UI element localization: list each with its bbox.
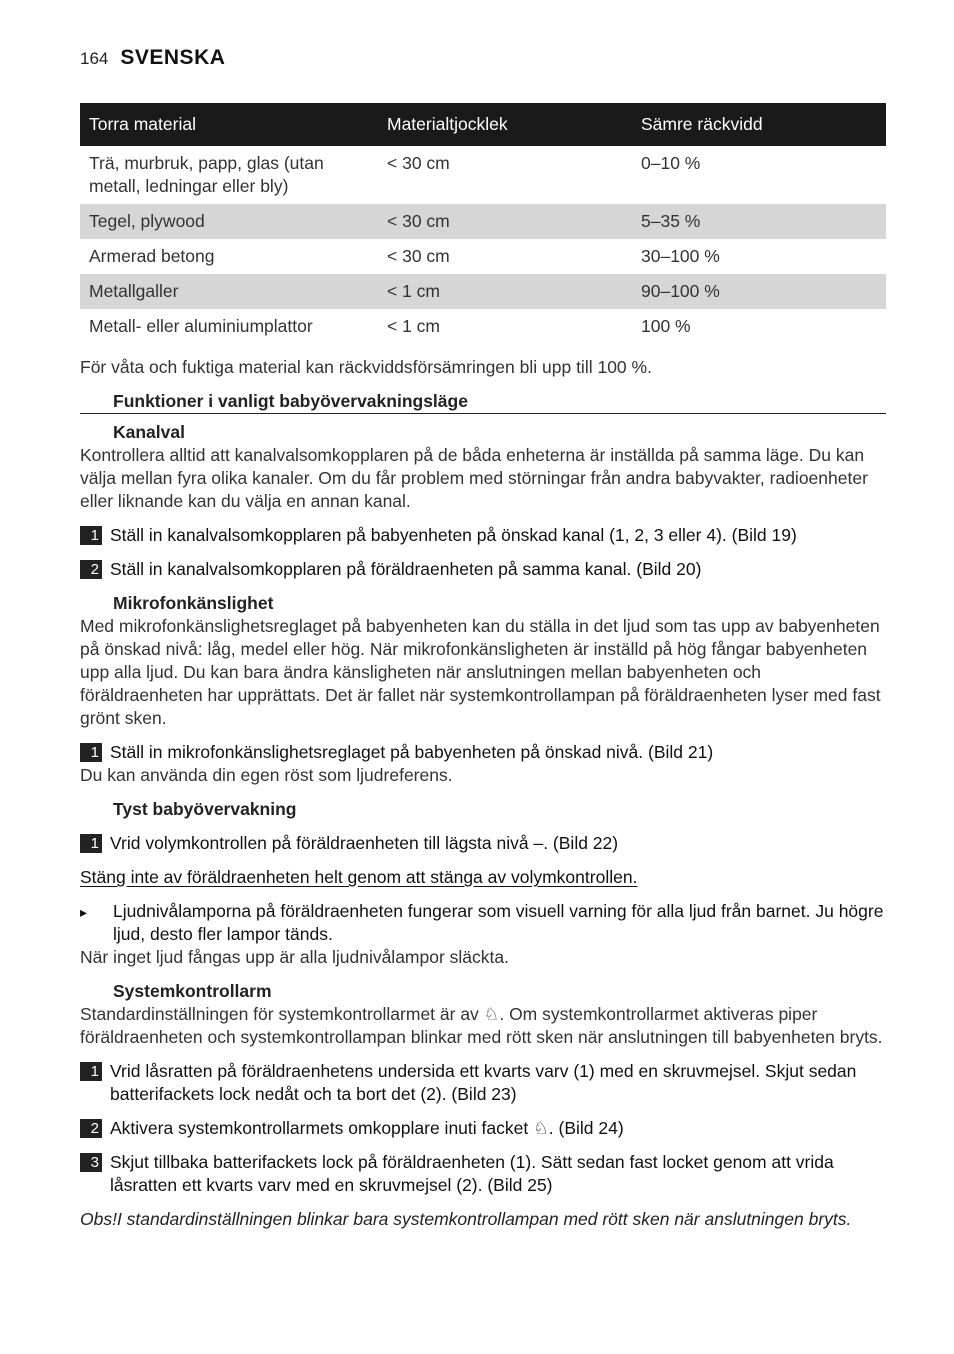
note-text: Obs!I standardinställningen blinkar bara systemkontrollampan med rött sken när anslutningen bryts. bbox=[80, 1209, 852, 1229]
step bbox=[80, 741, 886, 764]
mikrofon-text: Med mikrofonkänslighetsreglaget på babyenheten kan du ställa in det ljud som tas upp av babyenheten på önskad nivå: låg, medel eller hög. När mikrofonkänsligheten är inställd på hög fångar babyenheten upp alla ljud. Du kan bara ändra känsligheten när anslutningen mellan babyenheten och föräldraenheten har upprättats. Det är fallet när systemkontrollampan på föräldraenheten lyser med fast grönt sken. bbox=[80, 616, 881, 728]
table-cell: 5–35 % bbox=[632, 204, 886, 239]
step-text: Vrid låsratten på föräldraenhetens undersida ett kvarts varv (1) med en skruvmejsel. Skjut sedan batterifackets lock nedåt och ta bort det (2). (Bild 23) bbox=[110, 1061, 857, 1104]
kanalval-title: Kanalval bbox=[113, 422, 185, 442]
system-text: Standardinställningen för systemkontrollarmet är av ♘. Om systemkontrollarmet aktiveras piper föräldraenheten och systemkontrollampan blinkar med rött sken när anslutningen till babyenheten bryts. bbox=[80, 1004, 883, 1047]
mikrofon-title: Mikrofonkänslighet bbox=[113, 593, 274, 613]
table-row bbox=[80, 146, 886, 204]
column-header: Sämre räckvidd bbox=[632, 103, 886, 146]
table-row bbox=[80, 239, 886, 274]
tyst-after-text: När inget ljud fångas upp är alla ljudnivålampor släckta. bbox=[80, 947, 509, 967]
step bbox=[80, 1151, 886, 1197]
wet-materials-note: För våta och fuktiga material kan räckviddsförsämringen bli upp till 100 %. bbox=[80, 357, 652, 377]
materials-table bbox=[80, 103, 886, 344]
step-number: 2 bbox=[80, 560, 102, 579]
table-cell: Trä, murbruk, papp, glas (utan metall, ledningar eller bly) bbox=[89, 153, 324, 196]
page-header bbox=[80, 46, 225, 70]
table-cell: 90–100 % bbox=[632, 274, 886, 309]
step-number: 3 bbox=[80, 1153, 102, 1172]
table-cell: < 30 cm bbox=[387, 246, 450, 266]
system-title: Systemkontrollarm bbox=[113, 981, 272, 1001]
step-number: 2 bbox=[80, 1119, 102, 1138]
bullet-item bbox=[80, 900, 886, 946]
step-text: Ställ in kanalvalsomkopplaren på föräldraenheten på samma kanal. (Bild 20) bbox=[110, 559, 702, 579]
tyst-title: Tyst babyövervakning bbox=[113, 799, 297, 819]
table-cell: < 1 cm bbox=[378, 274, 632, 309]
mikrofon-after-text: Du kan använda din egen röst som ljudreferens. bbox=[80, 765, 453, 785]
table-cell: Metallgaller bbox=[80, 274, 378, 309]
table-header-row bbox=[80, 103, 886, 146]
table-cell: 100 % bbox=[641, 316, 691, 336]
step-text: Ställ in mikrofonkänslighetsreglaget på babyenheten på önskad nivå. (Bild 21) bbox=[110, 742, 714, 762]
table-row bbox=[80, 309, 886, 344]
step bbox=[80, 524, 886, 547]
step bbox=[80, 832, 886, 855]
page-number: 164 bbox=[80, 49, 109, 68]
step-number: 1 bbox=[80, 1062, 102, 1081]
step-number: 1 bbox=[80, 834, 102, 853]
warning-text: Stäng inte av föräldraenheten helt genom att stänga av volymkontrollen. bbox=[80, 867, 638, 887]
table-row bbox=[80, 204, 886, 239]
step-text: Ställ in kanalvalsomkopplaren på babyenheten på önskad kanal (1, 2, 3 eller 4). (Bild 19) bbox=[110, 525, 797, 545]
language-heading: SVENSKA bbox=[120, 46, 226, 69]
step-text: Aktivera systemkontrollarmets omkopplare inuti facket ♘. (Bild 24) bbox=[110, 1118, 624, 1138]
step bbox=[80, 1117, 886, 1140]
step bbox=[80, 558, 886, 581]
bullet-arrow-icon: ▸ bbox=[80, 904, 88, 920]
step-text: Skjut tillbaka batterifackets lock på föräldraenheten (1). Sätt sedan fast locket genom att vrida låsratten ett kvarts varv med en skruvmejsel (2). (Bild 25) bbox=[110, 1152, 834, 1195]
table-row bbox=[80, 274, 886, 309]
bullet-text: Ljudnivålamporna på föräldraenheten fungerar som visuell varning för alla ljud från barnet. Ju högre ljud, desto fler lampor tänds. bbox=[113, 901, 884, 944]
kanalval-text: Kontrollera alltid att kanalvalsomkopplaren på de båda enheterna är inställda på samma läge. Du kan välja mellan fyra olika kanaler. Om du får problem med störningar från andra babyvakter, radioenheter eller liknande kan du välja en annan kanal. bbox=[80, 445, 868, 511]
column-header: Torra material bbox=[80, 103, 378, 146]
table-cell: Tegel, plywood bbox=[80, 204, 378, 239]
section-title: Funktioner i vanligt babyövervakningsläge bbox=[80, 390, 886, 414]
document-body bbox=[80, 356, 886, 1231]
table-cell: Metall- eller aluminiumplattor bbox=[89, 316, 313, 336]
step-number: 1 bbox=[80, 526, 102, 545]
step-number: 1 bbox=[80, 743, 102, 762]
column-header: Materialtjocklek bbox=[378, 103, 632, 146]
table-cell: 0–10 % bbox=[641, 153, 701, 173]
table-cell: < 30 cm bbox=[387, 153, 450, 173]
step-text: Vrid volymkontrollen på föräldraenheten till lägsta nivå –. (Bild 22) bbox=[110, 833, 619, 853]
table-cell: 30–100 % bbox=[641, 246, 720, 266]
step bbox=[80, 1060, 886, 1106]
table-cell: < 30 cm bbox=[378, 204, 632, 239]
table-cell: < 1 cm bbox=[387, 316, 441, 336]
table-cell: Armerad betong bbox=[89, 246, 215, 266]
